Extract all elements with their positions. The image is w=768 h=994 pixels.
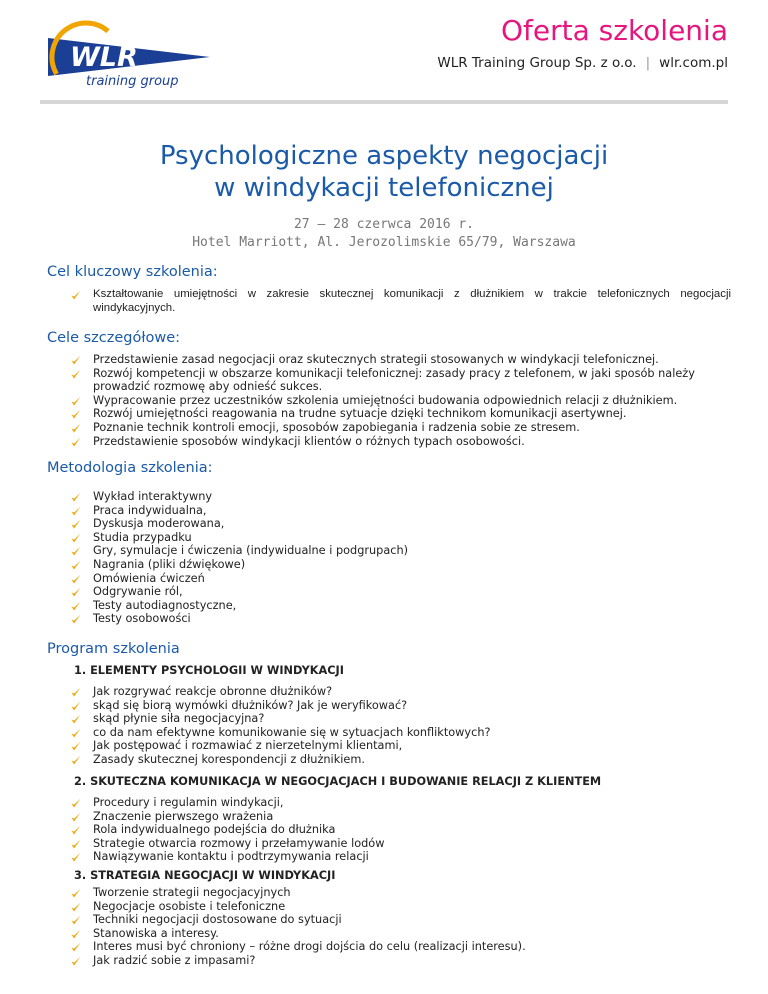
list-item-text: Przedstawienie sposobów windykacji klientów o różnych typach osobowości. [93,434,525,448]
website-link[interactable]: wlr.com.pl [659,55,728,71]
program-section-3-list [71,886,731,968]
program-heading: Program szkolenia [47,641,180,657]
list-item-text: co da nam efektywne komunikowanie się w sytuacjach konfliktowych? [93,725,491,739]
course-date: 27 – 28 czerwca 2016 r. [293,217,474,232]
list-item [71,367,731,394]
checkmark-bullet-icon [71,942,81,952]
checkmark-bullet-icon [71,929,81,939]
list-item [71,940,731,954]
list-item-text: Nagrania (pliki dźwiękowe) [93,557,246,571]
checkmark-bullet-icon [71,714,81,724]
list-item [71,585,731,599]
list-item [71,796,731,810]
list-item [71,913,731,927]
list-item [71,900,731,914]
list-item [71,823,731,837]
list-item-text: Nawiązywanie kontaktu i podtrzymywania relacji [93,850,369,864]
list-item [71,685,731,699]
list-item-text: skąd płynie siła negocjacyjna? [93,712,265,726]
list-item [71,810,731,824]
methodology-list [71,490,731,626]
wlr-logo [40,14,215,94]
checkmark-bullet-icon [71,369,81,379]
logo-tagline: training group [86,74,179,89]
list-item [71,712,731,726]
list-item-text: Rozwój umiejętności reagowania na trudne sytuacje dzięki technikom komunikacji asertywnej. [93,407,627,421]
list-item-text: Gry, symulacje i ćwiczenia (indywidualne i podgrupach) [93,544,409,558]
list-item [71,435,731,449]
list-item [71,288,731,315]
list-item-text: Rozwój kompetencji w obszarze komunikacji telefonicznej: zasady pracy z telefonem, w jaki sposób należy prowadzić rozmowę aby odnieść sukces. [93,366,695,394]
list-item [71,421,731,435]
key-goal-list [71,288,731,315]
list-item-text: Strategie otwarcia rozmowy i przełamywanie lodów [93,836,385,850]
list-item [71,353,731,367]
checkmark-bullet-icon [71,798,81,808]
list-item [71,572,731,586]
detailed-goals-list [71,353,731,448]
list-item [71,699,731,713]
checkmark-bullet-icon [71,409,81,419]
course-title-line2: w windykacji telefonicznej [214,173,554,203]
list-item [71,726,731,740]
list-item-text: Wykład interaktywny [93,490,213,503]
list-item-text: Przedstawienie zasad negocjacji oraz skutecznych strategii stosowanych w windykacji telefonicznej. [93,353,659,366]
checkmark-bullet-icon [71,741,81,751]
program-section-2-list [71,796,731,864]
checkmark-bullet-icon [71,755,81,765]
checkmark-bullet-icon [71,728,81,738]
list-item-text: Omówienia ćwiczeń [93,571,205,585]
checkmark-bullet-icon [71,902,81,912]
list-item-text: Tworzenie strategii negocjacyjnych [93,886,291,899]
list-item-text: Procedury i regulamin windykacji, [93,796,284,809]
checkmark-bullet-icon [71,587,81,597]
list-item-text: Jak radzić sobie z impasami? [93,953,256,967]
list-item [71,544,731,558]
list-item-text: Stanowiska a interesy. [93,926,219,940]
list-item [71,531,731,545]
checkmark-bullet-icon [71,701,81,711]
company-name: WLR Training Group Sp. z o.o. [437,55,637,71]
course-title-line1: Psychologiczne aspekty negocjacji [159,141,609,171]
list-item-text: Wypracowanie przez uczestników szkolenia umiejętności budowania odpowiednich relacji z dłużnikiem. [93,393,678,407]
list-item [71,394,731,408]
key-goal-heading: Cel kluczowy szkolenia: [47,264,218,280]
list-item [71,504,731,518]
program-section-2-title: 2. SKUTECZNA KOMUNIKACJA W NEGOCJACJACH I BUDOWANIE RELACJI Z KLIENTEM [74,775,602,788]
program-section-1-list [71,685,731,767]
checkmark-bullet-icon [71,546,81,556]
list-item-text: Rola indywidualnego podejścia do dłużnika [93,823,336,837]
course-meta [0,216,768,252]
list-item-text: Negocjacje osobiste i telefoniczne [93,899,286,913]
list-item-text: Odgrywanie ról, [93,585,183,599]
list-item [71,886,731,900]
checkmark-bullet-icon [71,355,81,365]
checkmark-bullet-icon [71,812,81,822]
list-item [71,490,731,504]
list-item-text: Jak postępować i rozmawiać z nierzetelnymi klientami, [93,739,403,753]
list-item [71,850,731,864]
header-separator: | [645,55,651,71]
course-title [0,140,768,204]
detailed-goals-heading: Cele szczegółowe: [47,330,181,346]
list-item-text: Interes musi być chroniony – różne drogi dojścia do celu (realizacji interesu). [93,940,526,954]
program-section-3-title: 3. STRATEGIA NEGOCJACJI W WINDYKACJI [74,869,336,882]
list-item [71,739,731,753]
list-item-text: Poznanie technik kontroli emocji, sposobów zapobiegania i radzenia sobie ze stresem. [93,420,580,434]
list-item [71,407,731,421]
list-item-text: Znaczenie pierwszego wrażenia [93,809,274,823]
checkmark-bullet-icon [71,506,81,516]
list-item [71,599,731,613]
program-section-1-title: 1. ELEMENTY PSYCHOLOGII W WINDYKACJI [74,664,344,677]
list-item [71,612,731,626]
checkmark-bullet-icon [71,423,81,433]
checkmark-bullet-icon [71,492,81,502]
list-item [71,837,731,851]
header-divider [40,100,728,104]
list-item-text: Praca indywidualna, [93,503,207,517]
checkmark-bullet-icon [71,915,81,925]
list-item-text: Studia przypadku [93,530,192,544]
checkmark-bullet-icon [71,614,81,624]
list-item-text: Zasady skutecznej korespondencji z dłużnikiem. [93,752,365,766]
methodology-heading: Metodologia szkolenia: [47,460,213,476]
checkmark-bullet-icon [71,533,81,543]
list-item [71,753,731,767]
checkmark-bullet-icon [71,687,81,697]
logo-wlr-text: WLR [70,42,138,73]
checkmark-bullet-icon [71,888,81,898]
checkmark-bullet-icon [71,519,81,529]
checkmark-bullet-icon [71,290,81,300]
list-item-text: skąd się biorą wymówki dłużników? Jak je weryfikować? [93,698,408,712]
checkmark-bullet-icon [71,437,81,447]
list-item-text: Kształtowanie umiejętności w zakresie skutecznej komunikacji z dłużnikiem w trakcie telefonicznych negocjacji windykacyjnych. [93,288,731,314]
checkmark-bullet-icon [71,839,81,849]
checkmark-bullet-icon [71,560,81,570]
list-item [71,927,731,941]
checkmark-bullet-icon [71,396,81,406]
list-item [71,558,731,572]
list-item [71,954,731,968]
list-item-text: Testy osobowości [93,612,191,626]
list-item-text: Jak rozgrywać reakcje obronne dłużników? [93,685,333,698]
list-item-text: Techniki negocjacji dostosowane do sytuacji [93,913,342,927]
list-item [71,517,731,531]
checkmark-bullet-icon [71,601,81,611]
checkmark-bullet-icon [71,825,81,835]
list-item-text: Dyskusja moderowana, [93,517,225,531]
checkmark-bullet-icon [71,852,81,862]
company-line [437,55,728,71]
doc-type-title: Oferta szkolenia [501,14,728,47]
checkmark-bullet-icon [71,956,81,966]
course-venue: Hotel Marriott, Al. Jerozolimskie 65/79, Warszawa [192,235,576,250]
list-item-text: Testy autodiagnostyczne, [93,598,237,612]
checkmark-bullet-icon [71,574,81,584]
